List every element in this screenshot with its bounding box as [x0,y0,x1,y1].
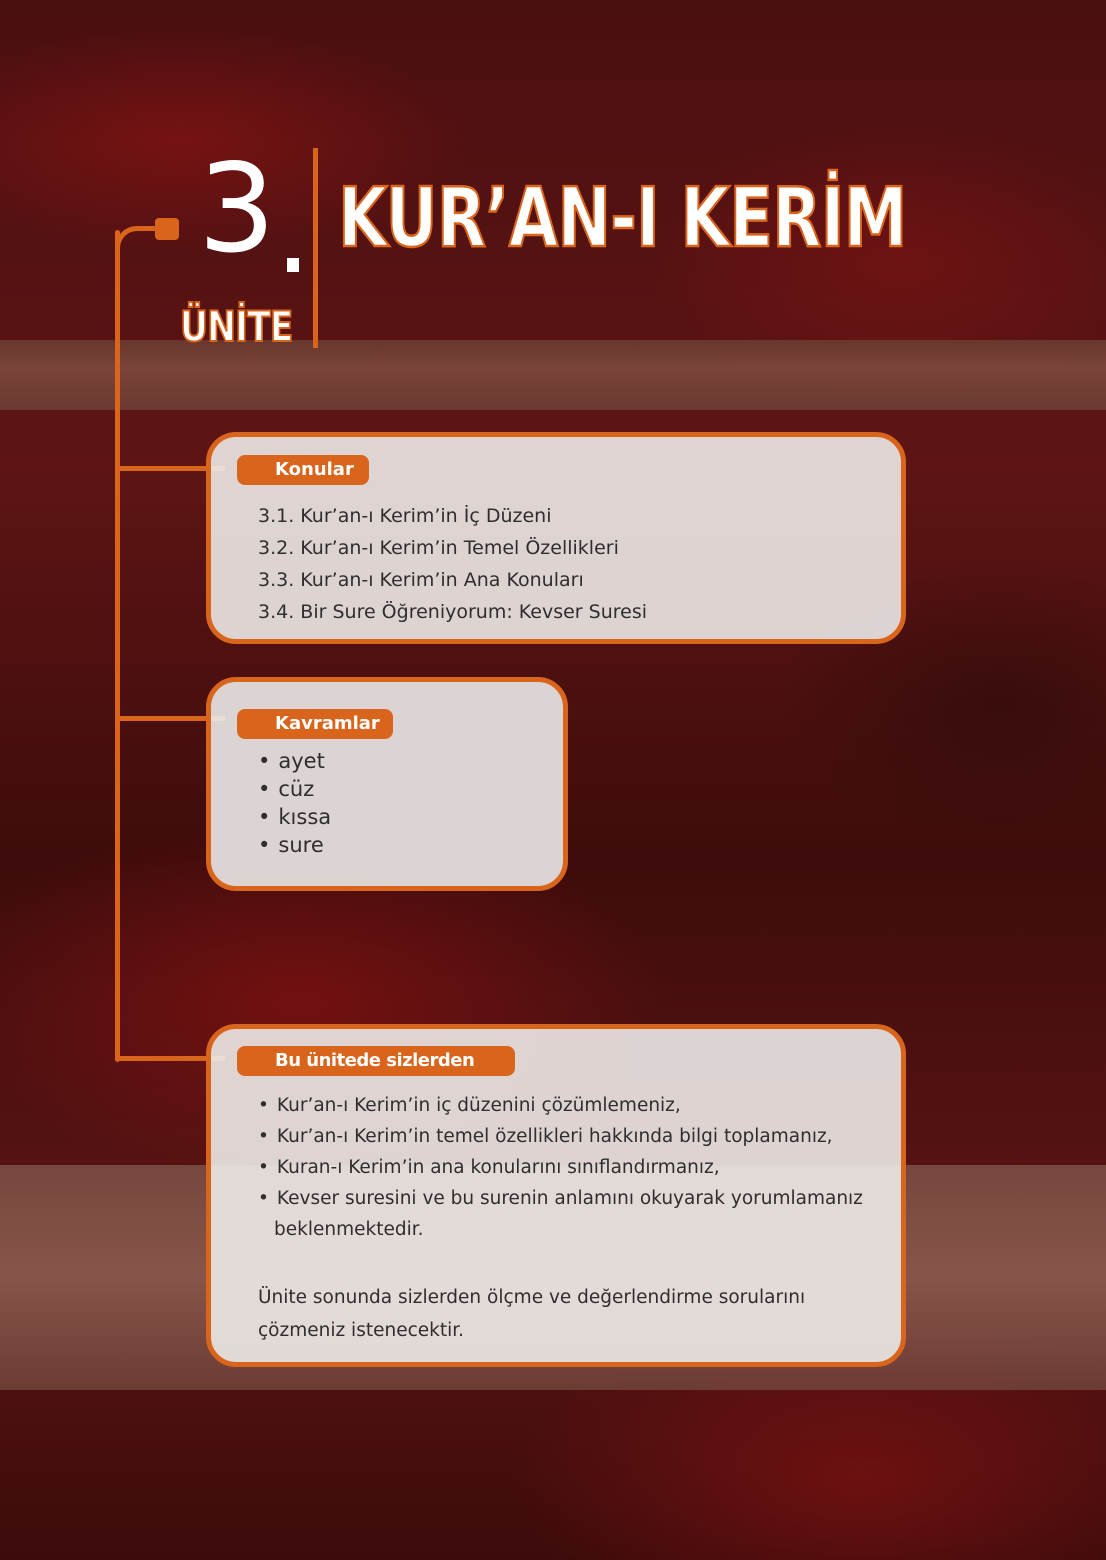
topics-list [258,500,647,628]
background-band [0,340,1106,410]
list-item: 3.2. Kur’an-ı Kerim’in Temel Özellikleri [258,537,619,559]
list-item: • ayet [258,747,331,775]
list-item: • Kur’an-ı Kerim’in temel özellikleri hakkında bilgi toplamanız, [258,1121,888,1152]
list-item: 3.4. Bir Sure Öğreniyorum: Kevser Suresi [258,601,648,623]
concepts-list [258,747,331,859]
list-item: • kıssa [258,803,331,831]
list-item: 3.1. Kur’an-ı Kerim’in İç Düzeni [258,505,552,527]
goals-label: Bu ünitede sizlerden [237,1046,515,1076]
page-title: KUR’AN-I KERİM [338,171,907,266]
connector-line [115,230,120,1062]
list-item: • Kuran-ı Kerim’in ana konularını sınıflandırmanız, [258,1152,888,1183]
unit-label: ÜNİTE [180,302,293,351]
title-divider [313,148,318,348]
list-item: 3.3. Kur’an-ı Kerim’in Ana Konuları [258,569,584,591]
list-item: • Kur’an-ı Kerim’in iç düzenini çözümlemeniz, [258,1090,888,1121]
unit-number: 3 [198,138,272,280]
list-item: • Kevser suresini ve bu surenin anlamını okuyarak yorumlamanız beklenmektedir. [258,1183,888,1245]
topics-label: Konular [237,455,369,485]
goals-list [258,1090,888,1245]
connector-marker [155,218,179,240]
concepts-label: Kavramlar [237,709,393,739]
list-item: • cüz [258,775,331,803]
unit-number-dot [287,258,299,272]
closing-text: Ünite sonunda sizlerden ölçme ve değerlendirme sorularını çözmeniz istenecektir. [258,1287,806,1341]
list-item: • sure [258,831,331,859]
